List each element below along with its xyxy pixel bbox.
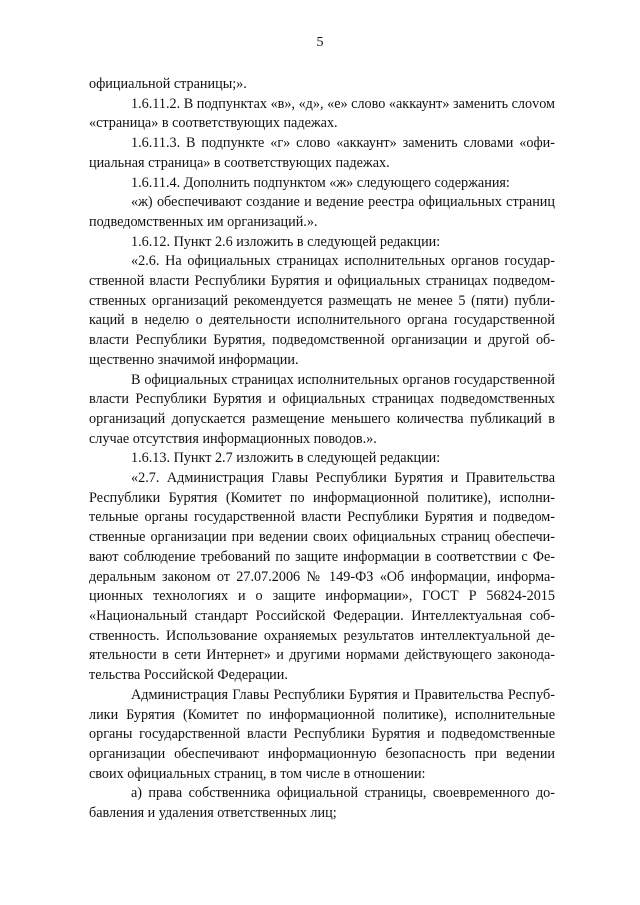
paragraph: «2.6. На официальных страницах исполнительных органов государственной власти Республики Бурятия и официальных страницах подведомственных организаций рекомендуется размещать не менее 5 (пяти) публикаций в неделю о деятельности исполнительного органа государственной власти Республики Бурятия, подведомственной организации и другой общественно значимой информации.	[89, 253, 555, 368]
paragraph: «2.7. Администрация Главы Республики Бурятия и Правительства Республики Бурятия (Комитет по информационной политике), исполнительные органы государственной власти Республики Бурятия и подведомственные организации при ведении своих официальных страниц обеспечивают соблюдение требований по защите информации в соответствии с Федеральным законом от 27.07.2006 № 149-ФЗ «Об информации, информационных технологиях и о защите информации», ГОСТ Р 56824-2015 «Национальный стандарт Российской Федерации. Интеллектуальная собственность. Использование охраняемых результатов интеллектуальной деятельности в сети Интернет» и другими нормами действующего законодательства Российской Федерации.	[89, 470, 555, 684]
paragraph: 1.6.13. Пункт 2.7 изложить в следующей редакции:	[131, 450, 441, 467]
paragraph: 1.6.11.3. В подпункте «г» слово «аккаунт» заменить словами «официальная страница» в соответствующих падежах.	[89, 135, 555, 171]
body-text	[89, 75, 555, 824]
page-number: 5	[316, 35, 324, 50]
paragraph: «ж) обеспечивают создание и ведение реестра официальных страниц подведомственных им организаций.».	[89, 194, 555, 230]
paragraph: 1.6.12. Пункт 2.6 изложить в следующей редакции:	[131, 233, 441, 250]
paragraph: 1.6.11.4. Дополнить подпунктом «ж» следующего содержания:	[131, 174, 510, 191]
paragraph: а) права собственника официальной страницы, своевременного добавления и удаления ответственных лиц;	[89, 785, 555, 822]
paragraph: официальной страницы;».	[89, 76, 247, 92]
paragraph: 1.6.11.2. В подпунктах «в», «д», «е» слово «аккаунт» заменить слоvом «страница» в соответствующих падежах.	[89, 95, 555, 132]
paragraph: В официальных страницах исполнительных органов государственной власти Республики Бурятия и официальных страницах подведомственных организаций допускается размещение меньшего количества публикаций в случае отсутствия информационных поводов.».	[89, 371, 555, 447]
paragraph: Администрация Главы Республики Бурятия и Правительства Республики Бурятия (Комитет по информационной политике), исполнительные органы государственной власти Республики Бурятия и подведомственные организации обеспечивают информационную безопасность при ведении своих официальных страниц, в том числе в отношении:	[89, 686, 555, 782]
